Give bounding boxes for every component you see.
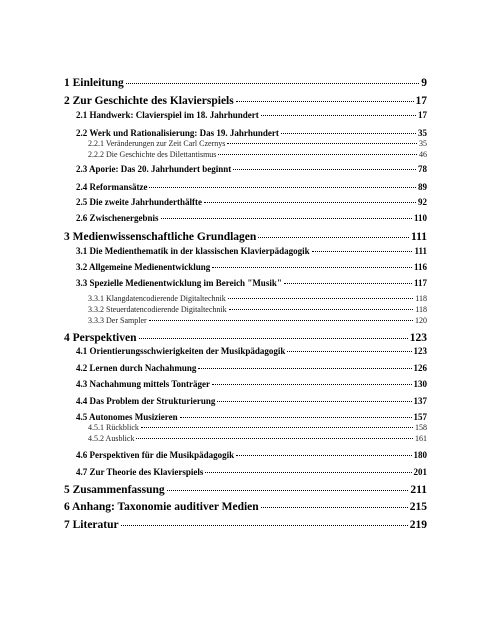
dot-leader: [205, 463, 411, 473]
toc-entry-page: 219: [409, 518, 427, 531]
toc-entry-title: 2.2.1 Veränderungen zur Zeit Carl Czernys: [88, 139, 226, 148]
toc-entry[interactable]: [64, 344, 427, 356]
toc-entry-title: 7 Literatur: [64, 518, 119, 531]
dot-leader: [236, 446, 411, 456]
dot-leader: [258, 225, 409, 238]
dot-leader: [229, 301, 414, 310]
toc-entry[interactable]: [64, 244, 427, 256]
toc-entry[interactable]: [64, 195, 427, 207]
toc-entry[interactable]: [64, 91, 427, 107]
toc-entry[interactable]: [64, 227, 427, 243]
toc-entry-page: 92: [418, 197, 427, 207]
toc-entry-page: 201: [413, 467, 427, 477]
dot-leader: [161, 209, 412, 219]
toc-entry-page: 78: [418, 164, 427, 174]
toc-entry-title: 4.3 Nachahmung mittels Tonträger: [76, 379, 211, 389]
dot-leader: [227, 135, 417, 144]
toc-entry-page: 130: [413, 379, 427, 389]
toc-entry-title: 3.2 Allgemeine Medienentwicklung: [76, 262, 211, 272]
toc-entry-page: 118: [415, 305, 427, 314]
dot-leader: [121, 513, 408, 526]
toc-entry-page: 35: [418, 128, 427, 138]
toc-entry-title: 4.5.2 Ausblick: [88, 434, 135, 443]
toc-entry-page: 117: [413, 278, 427, 288]
toc-entry-page: 157: [413, 412, 427, 422]
toc-entry[interactable]: [64, 314, 427, 325]
toc-entry[interactable]: [64, 448, 427, 460]
toc-entry-page: 118: [415, 294, 427, 303]
toc-entry-page: 211: [410, 483, 427, 496]
toc-entry[interactable]: [64, 377, 427, 389]
toc-entry-title: 3.3.2 Steuerdatencodierende Digitaltechnik: [88, 305, 227, 314]
toc-entry-title: 5 Zusammenfassung: [64, 483, 165, 496]
toc-entry-page: 126: [413, 363, 427, 373]
dot-leader: [228, 290, 414, 299]
toc-entry-title: 3.3.3 Der Sampler: [88, 316, 147, 325]
toc-entry-page: 111: [411, 230, 427, 243]
dot-leader: [167, 478, 409, 491]
toc-entry-title: 4.2 Lernen durch Nachahmung: [76, 363, 197, 373]
toc-entry[interactable]: [64, 108, 427, 120]
dot-leader: [149, 178, 416, 188]
dot-leader: [281, 124, 416, 134]
toc-entry-title: 4.7 Zur Theorie des Klavierspiels: [76, 467, 204, 477]
toc-entry-title: 2.1 Handwerk: Clavierspiel im 18. Jahrhundert: [76, 110, 259, 120]
toc-entry-title: 2.4 Reformansätze: [76, 182, 148, 192]
toc-entry[interactable]: [64, 432, 427, 443]
dot-leader: [212, 258, 412, 268]
toc-entry-page: 215: [409, 500, 427, 513]
dot-leader: [212, 375, 411, 385]
dot-leader: [141, 419, 413, 428]
toc-entry[interactable]: [64, 465, 427, 477]
toc-entry[interactable]: [64, 276, 427, 288]
toc-entry-title: 1 Einleitung: [64, 76, 124, 89]
toc-entry-page: 17: [418, 110, 427, 120]
dot-leader: [180, 408, 412, 418]
toc-entry-title: 4.5 Autonomes Musizieren: [76, 412, 178, 422]
toc-entry-title: 2.6 Zwischenergebnis: [76, 213, 159, 223]
toc-entry-title: 2 Zur Geschichte des Klavierspiels: [64, 94, 234, 107]
dot-leader: [284, 274, 412, 284]
toc-entry-title: 3 Medienwissenschaftliche Grundlagen: [64, 230, 257, 243]
toc-entry-title: 3.3 Spezielle Medienentwicklung im Bereich "Musik": [76, 278, 282, 288]
toc-entry-title: 4.4 Das Problem der Strukturierung: [76, 396, 216, 406]
toc-entry-title: 2.2 Werk und Rationalisierung: Das 19. Jahrhundert: [76, 128, 279, 138]
toc-entry-page: 17: [415, 94, 427, 107]
toc-entry-title: 6 Anhang: Taxonomie auditiver Medien: [64, 500, 259, 513]
toc-entry[interactable]: [64, 260, 427, 272]
dot-leader: [261, 106, 416, 116]
toc-entry-title: 4 Perspektiven: [64, 331, 137, 344]
dot-leader: [287, 342, 411, 352]
dot-leader: [236, 89, 414, 102]
toc-entry-title: 4.5.1 Rückblick: [88, 423, 139, 432]
dot-leader: [198, 359, 411, 369]
toc-entry[interactable]: [64, 148, 427, 159]
toc-entry-title: 4.1 Orientierungsschwierigkeiten der Musikpädagogik: [76, 346, 286, 356]
toc-entry[interactable]: [64, 73, 427, 89]
toc-entry-page: 158: [415, 423, 427, 432]
toc-entry-title: 3.3.1 Klangdatencodierende Digitaltechnik: [88, 294, 226, 303]
toc-entry[interactable]: [64, 211, 427, 223]
toc-entry-page: 137: [413, 396, 427, 406]
toc-entry-page: 111: [414, 246, 427, 256]
toc-entry-title: 2.5 Die zweite Jahrhunderthälfte: [76, 197, 202, 207]
toc-entry[interactable]: [64, 162, 427, 174]
toc-entry[interactable]: [64, 515, 427, 531]
toc-entry-page: 46: [419, 150, 427, 159]
toc-entry[interactable]: [64, 361, 427, 373]
toc-entry-page: 110: [413, 213, 427, 223]
toc-entry-page: 123: [413, 346, 427, 356]
dot-leader: [218, 146, 417, 155]
toc-entry-title: 2.2.2 Die Geschichte des Dilettantismus: [88, 150, 217, 159]
toc-entry-page: 123: [409, 331, 427, 344]
toc-entry-page: 120: [415, 316, 427, 325]
dot-leader: [136, 430, 413, 439]
dot-leader: [312, 242, 413, 252]
toc-entry-page: 9: [421, 76, 427, 89]
toc-entry-title: 2.3 Aporie: Das 20. Jahrhundert beginnt: [76, 164, 232, 174]
dot-leader: [233, 160, 416, 170]
dot-leader: [139, 326, 408, 339]
dot-leader: [149, 312, 413, 321]
toc-entry-page: 116: [413, 262, 427, 272]
toc-entry[interactable]: [64, 394, 427, 406]
toc-entry-page: 161: [415, 434, 427, 443]
dot-leader: [217, 392, 411, 402]
toc-entry[interactable]: [64, 480, 427, 496]
dot-leader: [126, 71, 419, 84]
dot-leader: [204, 193, 416, 203]
toc-entry[interactable]: [64, 497, 427, 513]
toc-entry-title: 3.1 Die Medienthematik in der klassischen Klavierpädagogik: [76, 246, 310, 256]
toc-entry[interactable]: [64, 180, 427, 192]
toc-entry-title: 4.6 Perspektiven für die Musikpädagogik: [76, 450, 235, 460]
toc-entry-page: 89: [418, 182, 427, 192]
toc-entry-page: 35: [419, 139, 427, 148]
dot-leader: [261, 495, 408, 508]
toc-entry-page: 180: [413, 450, 427, 460]
